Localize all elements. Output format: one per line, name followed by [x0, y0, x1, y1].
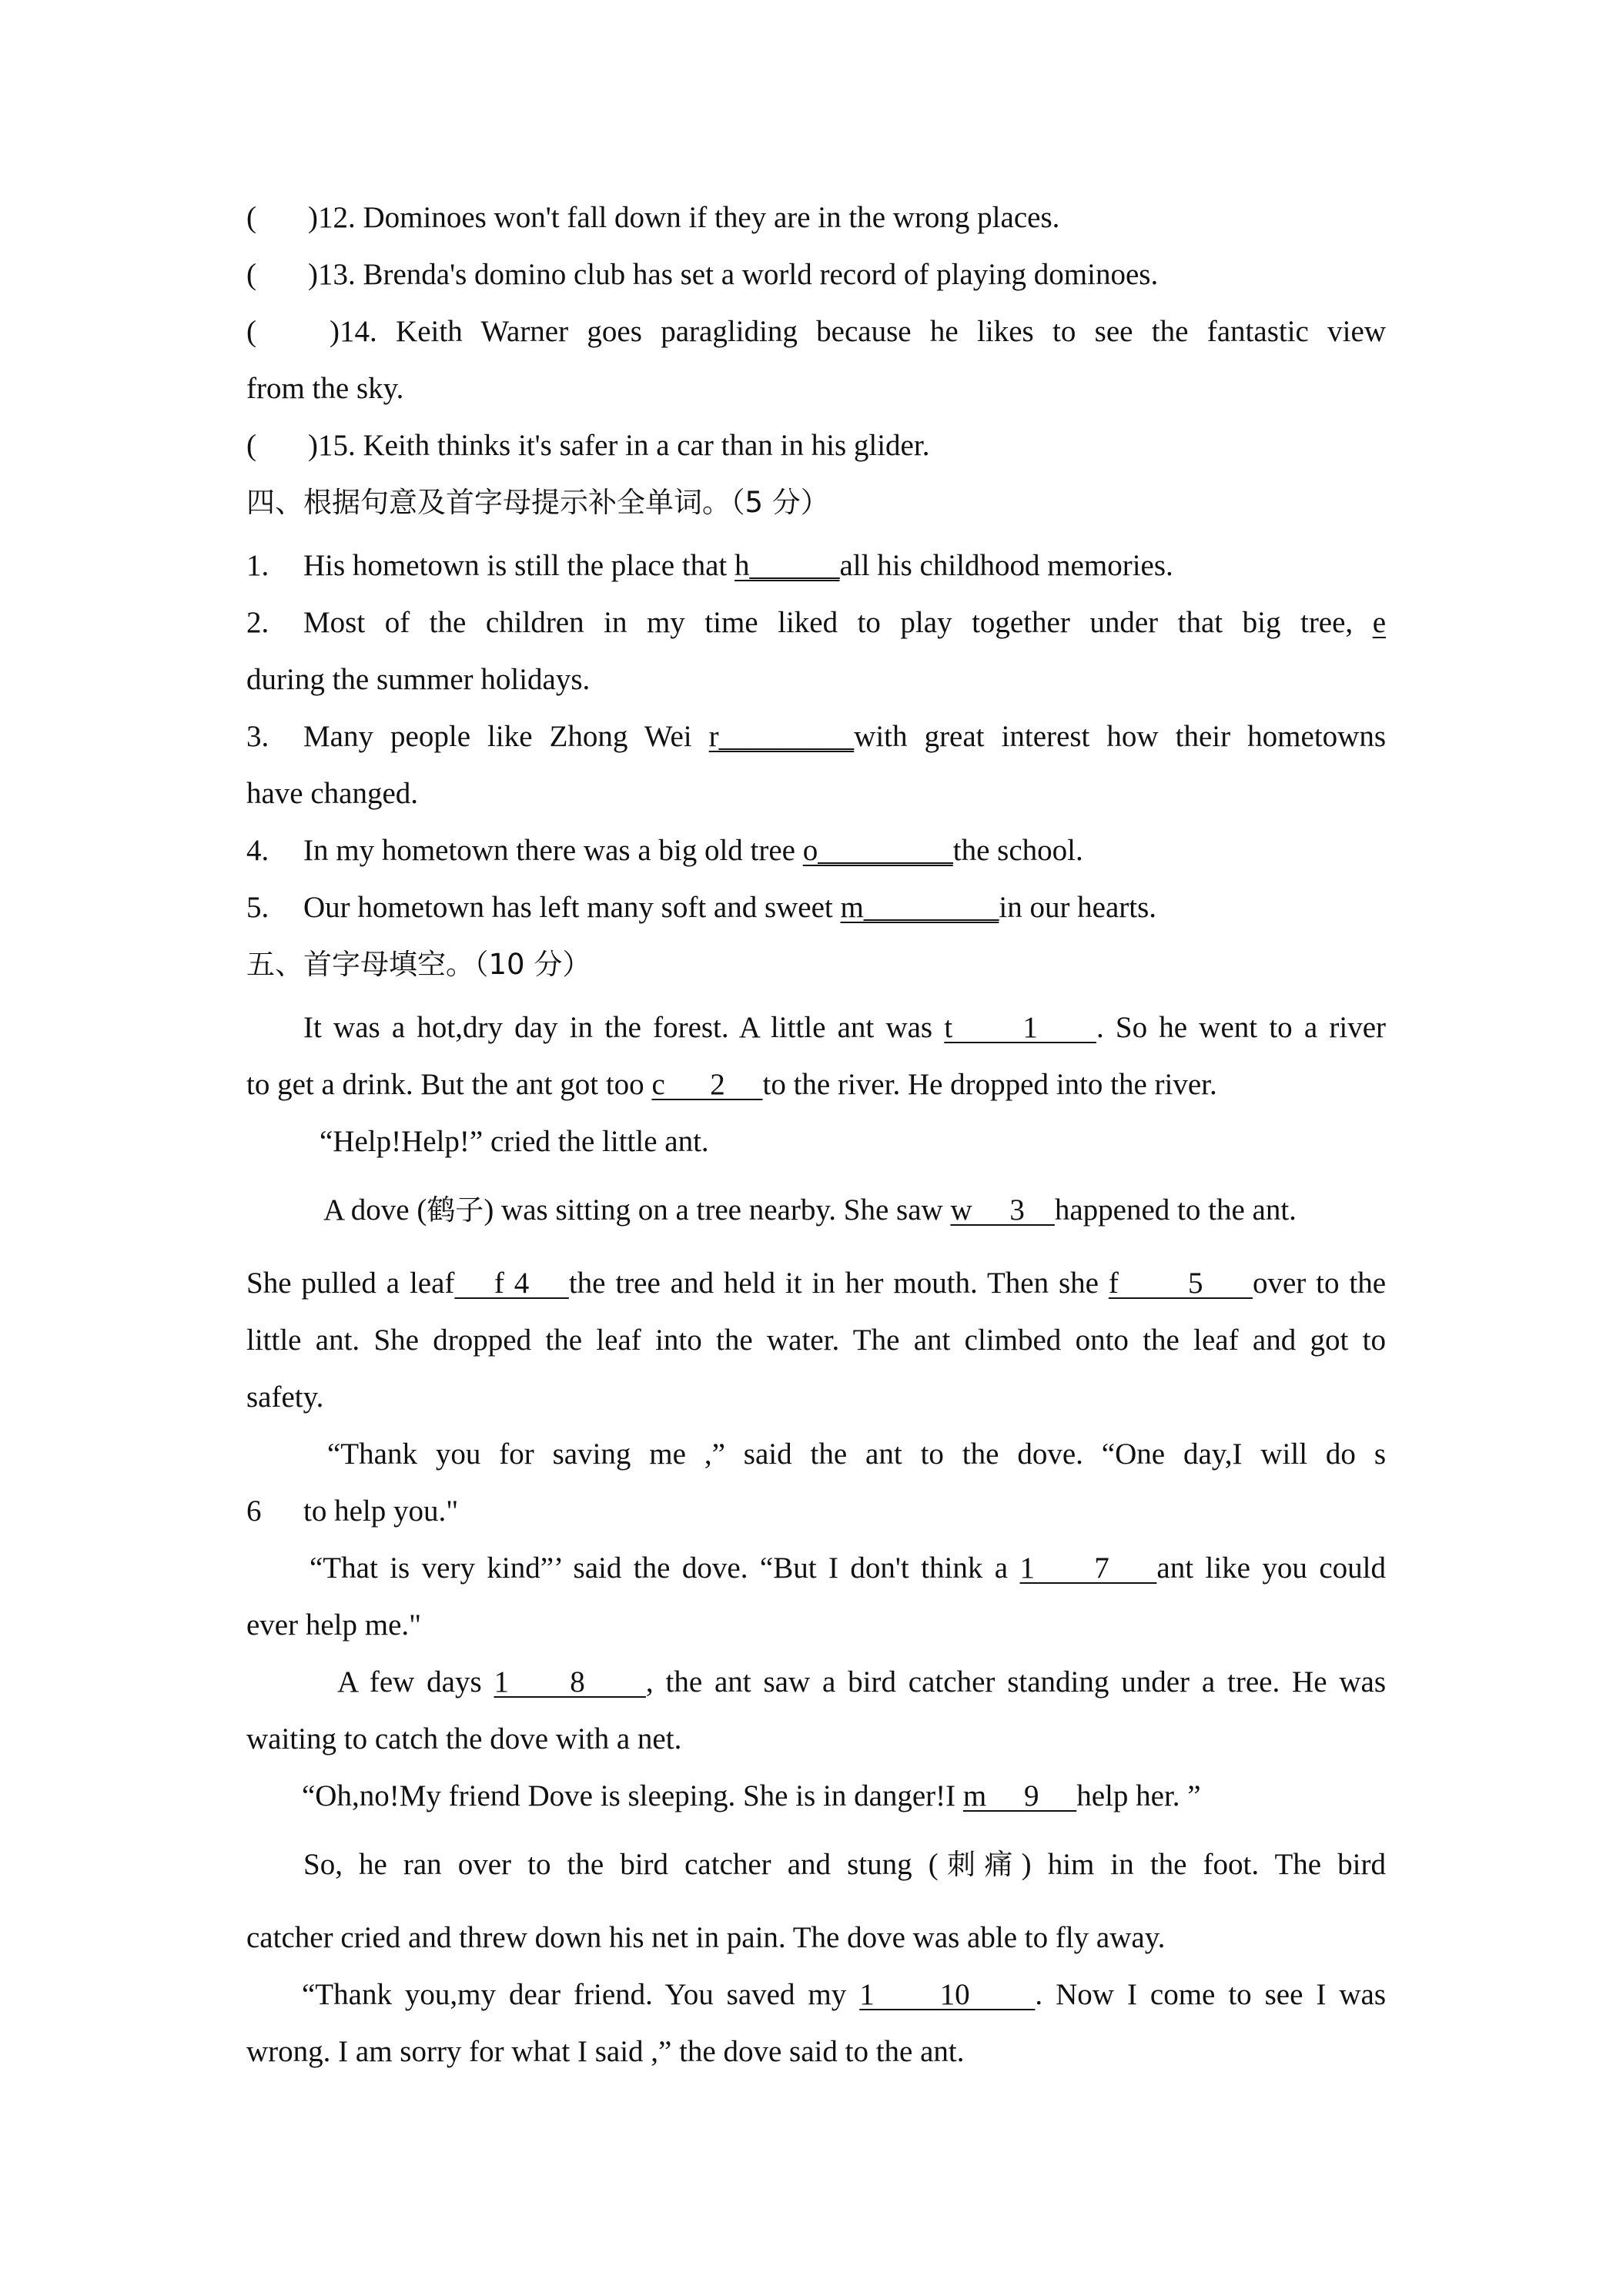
passage-line: waiting to catch the dove with a net.	[246, 1722, 682, 1755]
blank: h______	[735, 549, 840, 582]
passage-text: ) him in the foot. The bird	[1021, 1848, 1386, 1881]
blank-5: f 5	[1108, 1267, 1253, 1300]
passage-text: “Oh,no!My friend Dove is sleeping. She is in danger!I	[302, 1779, 963, 1812]
passage-line	[246, 1483, 1386, 1540]
blank-7: 1 7	[1019, 1551, 1157, 1585]
blank-4: f 4	[454, 1267, 569, 1300]
passage-line	[246, 1056, 1386, 1113]
passage-text: to get a drink. But the ant got too	[246, 1068, 652, 1101]
item-text: His hometown is still the place that	[303, 549, 735, 582]
item-text: the school.	[952, 834, 1083, 867]
s4-item-3-cont: have changed.	[246, 777, 419, 810]
passage-text: “That is very kind”’ said the dove. “But I don't think a	[310, 1551, 1020, 1585]
passage-text: . So he went to a river	[1096, 1011, 1387, 1044]
passage-text: 刺痛	[938, 1848, 1022, 1881]
passage-line: little ant. She dropped the leaf into the water. The ant climbed onto the leaf and got to	[246, 1324, 1386, 1357]
passage-line	[246, 1182, 1386, 1239]
item-text: in our hearts.	[999, 891, 1157, 924]
blank-3: w 3	[950, 1193, 1055, 1227]
passage-line	[246, 1966, 1386, 2023]
passage-line: ever help me."	[246, 1608, 422, 1642]
passage-text: to help you."	[303, 1494, 459, 1528]
passage-text: 鹤子	[427, 1193, 484, 1227]
passage-line	[246, 1540, 1386, 1597]
passage-text: happened to the ant.	[1054, 1193, 1297, 1227]
passage-text: help her. ”	[1076, 1779, 1201, 1812]
blank-1: t 1	[944, 1011, 1096, 1044]
passage-text: So, he ran over to the bird catcher and stung (	[303, 1848, 939, 1881]
passage-text: , the ant saw a bird catcher standing under a tree. He was	[645, 1665, 1386, 1699]
section-4-heading: 四、根据句意及首字母提示补全单词。（5 分）	[246, 486, 829, 519]
passage-text: “Thank you,my dear friend. You saved my	[302, 1978, 860, 2011]
tf-item-14	[246, 303, 1386, 360]
item-text: all his childhood memories.	[839, 549, 1173, 582]
passage-line: safety.	[246, 1381, 324, 1414]
item-number: 3.	[246, 720, 269, 753]
blank-9: m 9	[962, 1779, 1077, 1812]
blank-2: c 2	[651, 1068, 763, 1101]
item-text: with great interest how their hometowns	[854, 720, 1386, 753]
item-number: 1.	[246, 549, 269, 582]
passage-line: “Thank you for saving me ,” said the ant to the dove. “One day,I will do s	[327, 1438, 1386, 1471]
item-text: Many people like Zhong Wei	[303, 720, 709, 753]
tf-text: )15. Keith thinks it's safer in a car than in his glider.	[308, 429, 930, 462]
answer-paren: (	[246, 429, 256, 462]
passage-text: the tree and held it in her mouth. Then she	[568, 1267, 1109, 1300]
passage-text: A dove (	[323, 1193, 427, 1227]
s4-item-5	[246, 879, 1386, 936]
s4-item-2-cont: during the summer holidays.	[246, 663, 591, 696]
answer-paren: (	[246, 315, 256, 348]
item-text: Most of the children in my time liked to play together under that big tree,	[303, 606, 1373, 639]
tf-text: )13. Brenda's domino club has set a world record of playing dominoes.	[308, 258, 1159, 291]
item-number: 5.	[246, 891, 269, 924]
blank: r_________	[708, 720, 855, 753]
passage-text: She pulled a leaf	[246, 1267, 455, 1300]
tf-item-14-cont: from the sky.	[246, 372, 404, 405]
tf-text: )12. Dominoes won't fall down if they are in the wrong places.	[308, 201, 1060, 234]
passage-line: catcher cried and threw down his net in pain. The dove was able to fly away.	[246, 1921, 1166, 1954]
passage-text: over to the	[1252, 1267, 1386, 1300]
s4-item-3	[246, 708, 1386, 765]
item-text: Our hometown has left many soft and sweet	[303, 891, 841, 924]
blank-8: 1 8	[494, 1665, 646, 1699]
passage-line	[246, 1768, 1386, 1825]
passage-text: ) was sitting on a tree nearby. She saw	[484, 1193, 951, 1227]
tf-text: )14. Keith Warner goes paragliding because he likes to see the fantastic view	[330, 315, 1386, 348]
passage-line	[246, 999, 1386, 1056]
passage-text: ant like you could	[1156, 1551, 1386, 1585]
item-number: 2.	[246, 606, 269, 639]
item-number: 4.	[246, 834, 269, 867]
passage-line: “Help!Help!” cried the little ant.	[320, 1125, 709, 1158]
blank-6: 6	[246, 1494, 262, 1528]
blank-10: 1 10	[859, 1978, 1036, 2011]
passage-text: . Now I come to see I was	[1035, 1978, 1386, 2011]
blank: m_________	[840, 891, 999, 924]
tf-item-12	[246, 189, 1386, 246]
tf-item-15	[246, 417, 1386, 474]
answer-paren: (	[246, 201, 256, 234]
tf-item-13	[246, 246, 1386, 303]
s4-item-1	[246, 537, 1386, 594]
item-text: In my hometown there was a big old tree	[303, 834, 803, 867]
passage-text: It was a hot,dry day in the forest. A little ant was	[303, 1011, 945, 1044]
blank: e	[1372, 606, 1386, 639]
s4-item-2	[246, 594, 1386, 651]
answer-paren: (	[246, 258, 256, 291]
passage-line	[246, 1836, 1386, 1893]
passage-line: wrong. I am sorry for what I said ,” the dove said to the ant.	[246, 2035, 965, 2068]
passage-text: A few days	[337, 1665, 494, 1699]
passage-line	[246, 1255, 1386, 1312]
passage-line	[246, 1654, 1386, 1711]
section-5-heading: 五、首字母填空。（10 分）	[246, 948, 591, 981]
s4-item-4	[246, 822, 1386, 879]
passage-text: to the river. He dropped into the river.	[762, 1068, 1217, 1101]
blank: o_________	[802, 834, 953, 867]
